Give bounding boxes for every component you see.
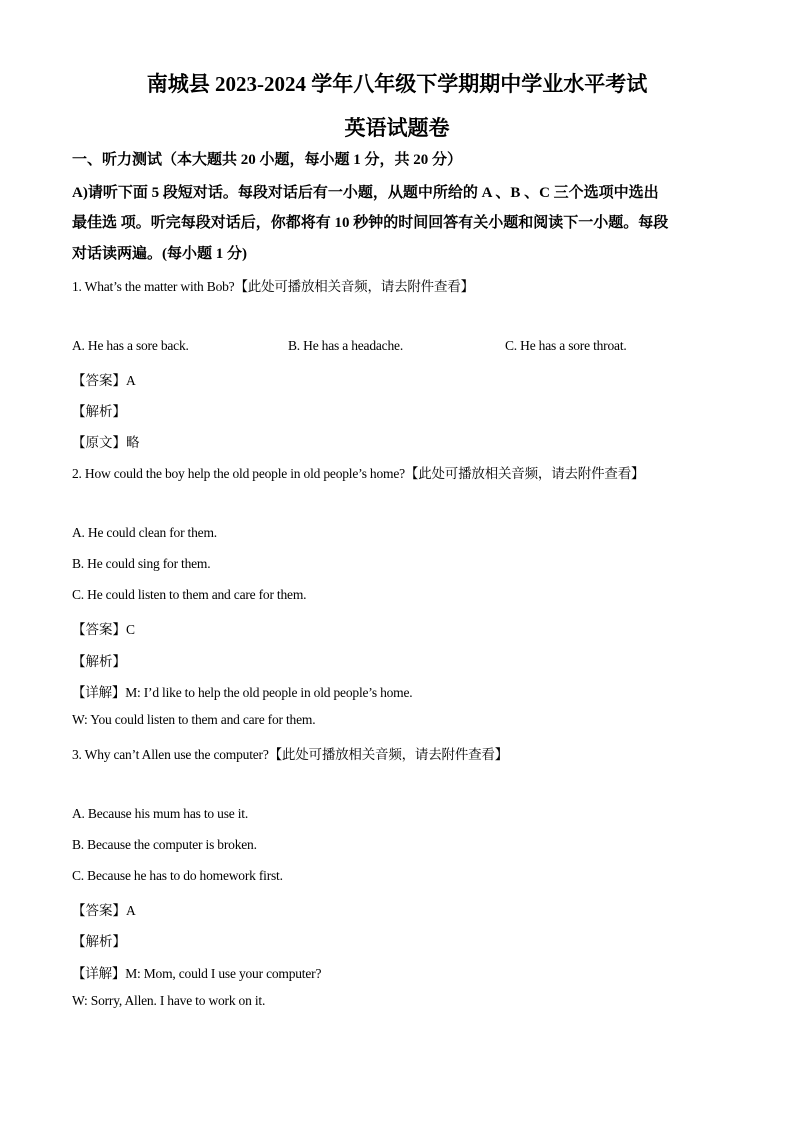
detail-line: 【详解】M: I’d like to help the old people in old people’s home. — [72, 685, 413, 700]
option-b: B. He could sing for them. — [72, 556, 211, 571]
question-stem: 2. How could the boy help the old people in old people’s home?【此处可播放相关音频，请去附件查看】 — [72, 466, 645, 481]
answer-label: 【答案】C — [72, 622, 136, 637]
option-a: A. He has a sore back. — [72, 338, 189, 353]
option-c: C. Because he has to do homework first. — [72, 868, 283, 883]
original-text: 【原文】略 — [72, 435, 140, 450]
question-stem: 3. Why can’t Allen use the computer?【此处可播放相关音频，请去附件查看】 — [72, 747, 509, 762]
analysis-label: 【解析】 — [72, 654, 126, 669]
answer-label: 【答案】A — [72, 903, 136, 918]
detail-line: W: Sorry, Allen. I have to work on it. — [72, 993, 266, 1008]
document-title: 南城县 2023-2024 学年八年级下学期期中学业水平考试 — [146, 72, 648, 96]
instruction-line: 对话读两遍。(每小题 1 分) — [72, 246, 247, 262]
question-stem: 1. What’s the matter with Bob?【此处可播放相关音频，请去附件查看】 — [72, 279, 474, 294]
option-c: C. He has a sore throat. — [505, 338, 627, 353]
analysis-label: 【解析】 — [72, 934, 126, 949]
detail-line: W: You could listen to them and care for them. — [72, 712, 316, 727]
detail-line: 【详解】M: Mom, could I use your computer? — [72, 966, 322, 981]
document-subtitle: 英语试题卷 — [344, 116, 450, 140]
analysis-label: 【解析】 — [72, 404, 126, 419]
instruction-line: A)请听下面 5 段短对话。每段对话后有一小题，从题中所给的 A 、B 、C 三个选项中选出 — [72, 185, 659, 201]
option-a: A. Because his mum has to use it. — [72, 806, 248, 821]
option-c: C. He could listen to them and care for them. — [72, 587, 307, 602]
option-b: B. He has a headache. — [288, 338, 403, 353]
section-heading: 一、听力测试（本大题共 20 小题，每小题 1 分，共 20 分） — [72, 152, 463, 168]
option-a: A. He could clean for them. — [72, 525, 217, 540]
instruction-line: 最佳选 项。听完每段对话后，你都将有 10 秒钟的时间回答有关小题和阅读下一小题。每段 — [72, 215, 669, 231]
option-b: B. Because the computer is broken. — [72, 837, 257, 852]
answer-label: 【答案】A — [72, 373, 136, 388]
